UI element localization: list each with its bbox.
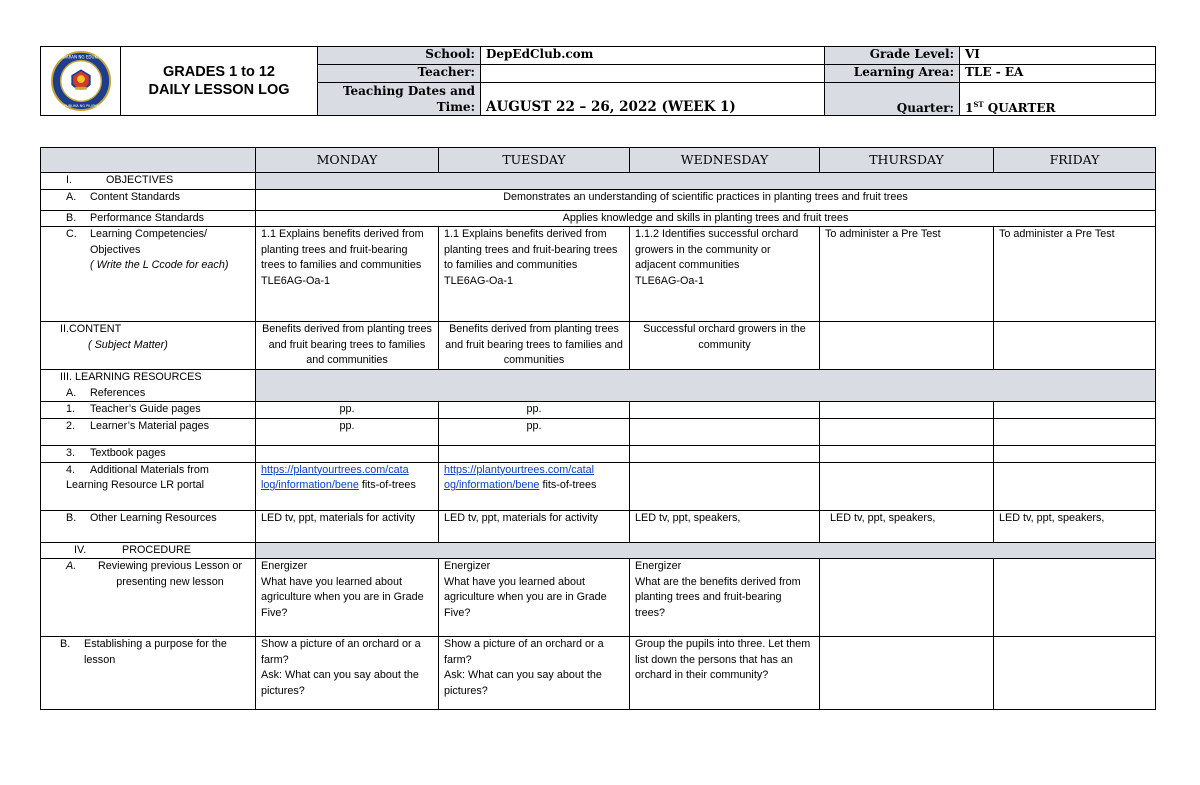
day-monday: MONDAY [256, 148, 439, 173]
content-wednesday[interactable]: Successful orchard growers in the community [630, 322, 820, 370]
portal-link-cont[interactable]: log/information/bene [261, 479, 359, 492]
references-text: References [90, 386, 146, 399]
portal-link-suffix: fits-of-trees [358, 479, 416, 492]
procedure-b-l1: Group the pupils into three. Let them list down the persons that has an orchard in their community? [635, 638, 811, 682]
teacher-value[interactable] [481, 65, 825, 83]
procedure-b-monday[interactable] [256, 637, 439, 710]
teachers-guide-text: Teacher’s Guide pages [90, 403, 201, 416]
learning-area-label: Learning Area: [825, 65, 960, 83]
procedure-b-wednesday[interactable] [630, 637, 820, 710]
resources-heading-text: III. LEARNING RESOURCES [60, 371, 202, 384]
other-resources-tuesday[interactable]: LED tv, ppt, materials for activity [439, 510, 630, 542]
deped-seal-icon [50, 50, 112, 112]
textbook-tuesday[interactable] [439, 445, 630, 462]
teachers-guide-tuesday[interactable]: pp. [439, 402, 630, 419]
competency-text: To administer a Pre Test [825, 228, 941, 241]
other-resources-row [41, 510, 1156, 542]
competency-thursday[interactable] [820, 227, 994, 322]
content-tuesday[interactable]: Benefits derived from planting trees and fruit bearing trees to families and communities [439, 322, 630, 370]
teacher-label: Teacher: [318, 65, 481, 83]
learners-material-friday[interactable] [994, 418, 1156, 445]
objectives-heading-fill [256, 173, 1156, 190]
day-header-blank [41, 148, 256, 173]
additional-materials-label [41, 462, 256, 510]
textbook-text: Textbook pages [90, 446, 166, 459]
learners-material-text: Learner’s Material pages [90, 419, 210, 432]
performance-standards-row [41, 210, 1156, 227]
competencies-row [41, 227, 1156, 322]
title-line-2: DAILY LESSON LOG [148, 82, 290, 98]
portal-link-suffix: fits-of-trees [539, 479, 597, 492]
objectives-heading-row [41, 173, 1156, 190]
additional-materials-row [41, 462, 1156, 510]
teaching-dates-value[interactable]: AUGUST 22 – 26, 2022 (WEEK 1) [481, 83, 825, 116]
procedure-a-l2: What are the benefits derived from planting trees and fruit-bearing trees? [635, 575, 801, 619]
procedure-b-row [41, 637, 1156, 710]
procedure-a-tuesday[interactable] [439, 559, 630, 637]
learning-area-value[interactable]: TLE - EA [960, 65, 1156, 83]
svg-text:REPUBLIKA NG PILIPINAS: REPUBLIKA NG PILIPINAS [59, 104, 102, 109]
competency-friday[interactable] [994, 227, 1156, 322]
procedure-a-label [41, 559, 256, 637]
competency-code: TLE6AG-Oa-1 [261, 274, 331, 287]
teachers-guide-monday[interactable]: pp. [256, 402, 439, 419]
content-monday[interactable]: Benefits derived from planting trees and fruit bearing trees to families and communities [256, 322, 439, 370]
procedure-b-label [41, 637, 256, 710]
objectives-heading-text: OBJECTIVES [106, 174, 174, 186]
procedure-a-wednesday[interactable] [630, 559, 820, 637]
other-resources-monday[interactable]: LED tv, ppt, materials for activity [256, 510, 439, 542]
procedure-heading [41, 542, 256, 559]
procedure-a-monday[interactable] [256, 559, 439, 637]
grade-level-value[interactable]: VI [960, 47, 1156, 65]
textbook-thursday[interactable] [820, 445, 994, 462]
procedure-b-num: B. [60, 638, 71, 651]
procedure-b-line-1: Establishing a purpose for the [84, 638, 227, 651]
content-standards-value[interactable]: Demonstrates an understanding of scientific practices in planting trees and fruit trees [256, 189, 1156, 210]
textbook-friday[interactable] [994, 445, 1156, 462]
procedure-b-friday[interactable] [994, 637, 1156, 710]
teaching-dates-label [318, 83, 481, 116]
competency-text: 1.1.2 Identifies successful orchard growers in the community or adjacent communities [635, 228, 799, 272]
competency-text: 1.1 Explains benefits derived from planting trees and fruit-bearing trees to families and communities [261, 228, 424, 272]
quarter-suffix: ST [973, 100, 984, 109]
title-line-1: GRADES 1 to 12 [163, 64, 275, 80]
additional-materials-line-1: Additional Materials from [90, 463, 209, 476]
content-friday[interactable] [994, 322, 1156, 370]
procedure-a-l1: Energizer [261, 560, 308, 573]
additional-materials-num: 4. [66, 463, 76, 476]
learners-material-thursday[interactable] [820, 418, 994, 445]
procedure-a-l1: Energizer [444, 560, 491, 573]
learners-material-wednesday[interactable] [630, 418, 820, 445]
content-standards-label [41, 189, 256, 210]
objectives-heading [41, 173, 256, 190]
procedure-b-l2: Ask: What can you say about the pictures? [261, 669, 419, 697]
teachers-guide-num: 1. [66, 403, 76, 416]
other-resources-label [41, 510, 256, 542]
portal-link[interactable]: https://plantyourtrees.com/cata [261, 463, 409, 476]
competency-monday[interactable] [256, 227, 439, 322]
teaching-dates-label-line-1: Teaching Dates and [342, 84, 475, 98]
textbook-wednesday[interactable] [630, 445, 820, 462]
competencies-num: C. [66, 228, 77, 241]
school-label: School: [318, 47, 481, 65]
procedure-heading-fill [256, 542, 1156, 559]
resources-heading-fill [256, 370, 1156, 402]
additional-materials-friday[interactable] [994, 462, 1156, 510]
content-row [41, 322, 1156, 370]
quarter-word: QUARTER [983, 101, 1056, 115]
resources-heading [41, 370, 256, 402]
procedure-a-row [41, 559, 1156, 637]
content-standards-row [41, 189, 1156, 210]
other-resources-num: B. [66, 511, 77, 524]
competencies-label-line-3: ( Write the L Ccode for each) [90, 259, 229, 272]
textbook-monday[interactable] [256, 445, 439, 462]
portal-link[interactable]: https://plantyourtrees.com/catal [444, 463, 595, 476]
competency-code: TLE6AG-Oa-1 [635, 274, 705, 287]
header-table [40, 46, 1156, 116]
procedure-heading-num: IV. [74, 543, 87, 556]
textbook-label [41, 445, 256, 462]
procedure-a-num: A. [66, 560, 77, 573]
performance-standards-num: B. [66, 211, 77, 224]
competency-wednesday[interactable] [630, 227, 820, 322]
additional-materials-wednesday[interactable] [630, 462, 820, 510]
textbook-num: 3. [66, 446, 76, 459]
procedure-a-l1: Energizer [635, 560, 682, 573]
procedure-b-line-2: lesson [84, 653, 116, 666]
other-resources-friday[interactable]: LED tv, ppt, speakers, [994, 510, 1156, 542]
competencies-label [41, 227, 256, 322]
objectives-heading-num: I. [66, 174, 72, 186]
competencies-label-line-1: Learning Competencies/ [90, 228, 208, 241]
procedure-a-l2: What have you learned about agriculture when you are in Grade Five? [444, 575, 607, 619]
school-value[interactable]: DepEdClub.com [481, 47, 825, 65]
procedure-b-thursday[interactable] [820, 637, 994, 710]
performance-standards-value[interactable]: Applies knowledge and skills in planting trees and fruit trees [256, 210, 1156, 227]
day-thursday: THURSDAY [820, 148, 994, 173]
day-wednesday: WEDNESDAY [630, 148, 820, 173]
procedure-a-thursday[interactable] [820, 559, 994, 637]
learners-material-label [41, 418, 256, 445]
teachers-guide-friday[interactable] [994, 402, 1156, 419]
procedure-b-tuesday[interactable] [439, 637, 630, 710]
learners-material-row [41, 418, 1156, 445]
textbook-row [41, 445, 1156, 462]
competencies-label-line-2: Objectives [90, 243, 141, 256]
procedure-b-l1: Show a picture of an orchard or a farm? [261, 638, 421, 666]
content-thursday[interactable] [820, 322, 994, 370]
procedure-a-line-1: Reviewing previous Lesson or [97, 560, 243, 573]
learners-material-tuesday[interactable]: pp. [439, 418, 630, 445]
competency-code: TLE6AG-Oa-1 [444, 274, 514, 287]
quarter-number: 1 [965, 101, 974, 115]
day-tuesday: TUESDAY [439, 148, 630, 173]
day-friday: FRIDAY [994, 148, 1156, 173]
procedure-b-l2: Ask: What can you say about the pictures? [444, 669, 602, 697]
additional-materials-line-2: Learning Resource LR portal [66, 479, 205, 492]
additional-materials-tuesday [439, 462, 630, 510]
procedure-a-friday[interactable] [994, 559, 1156, 637]
other-resources-text: Other Learning Resources [90, 511, 217, 524]
competency-text: To administer a Pre Test [999, 228, 1115, 241]
learners-material-num: 2. [66, 419, 76, 432]
day-header-row [41, 148, 1156, 173]
references-num: A. [66, 386, 77, 399]
page-title [121, 47, 318, 116]
content-label-line-2: ( Subject Matter) [88, 338, 168, 351]
procedure-b-l1: Show a picture of an orchard or a farm? [444, 638, 604, 666]
performance-standards-label [41, 210, 256, 227]
additional-materials-thursday[interactable] [820, 462, 994, 510]
other-resources-wednesday[interactable]: LED tv, ppt, speakers, [630, 510, 820, 542]
lesson-log-table [40, 147, 1156, 710]
portal-link-cont[interactable]: og/information/bene [444, 479, 540, 492]
quarter-label: Quarter: [825, 83, 960, 116]
learners-material-monday[interactable]: pp. [256, 418, 439, 445]
svg-text:KAGAWARAN NG EDUKASYON: KAGAWARAN NG EDUKASYON [50, 54, 111, 60]
content-standards-num: A. [66, 190, 77, 203]
content-label-line-1: II.CONTENT [60, 323, 122, 336]
procedure-heading-text: PROCEDURE [122, 543, 191, 556]
procedure-heading-row [41, 542, 1156, 559]
competency-text: 1.1 Explains benefits derived from planting trees and fruit-bearing trees to families and communities [444, 228, 618, 272]
quarter-value[interactable] [960, 83, 1156, 116]
teaching-dates-label-line-2: Time: [436, 100, 475, 114]
performance-standards-text: Performance Standards [90, 211, 205, 224]
grade-level-label: Grade Level: [825, 47, 960, 65]
procedure-a-line-2: presenting new lesson [116, 575, 224, 588]
teachers-guide-thursday[interactable] [820, 402, 994, 419]
teachers-guide-label [41, 402, 256, 419]
deped-seal [41, 47, 121, 116]
teachers-guide-wednesday[interactable] [630, 402, 820, 419]
procedure-a-l2: What have you learned about agriculture when you are in Grade Five? [261, 575, 424, 619]
content-standards-text: Content Standards [90, 190, 181, 203]
resources-heading-row [41, 370, 1156, 402]
teachers-guide-row [41, 402, 1156, 419]
content-label [41, 322, 256, 370]
additional-materials-monday [256, 462, 439, 510]
competency-tuesday[interactable] [439, 227, 630, 322]
other-resources-thursday[interactable]: LED tv, ppt, speakers, [820, 510, 994, 542]
